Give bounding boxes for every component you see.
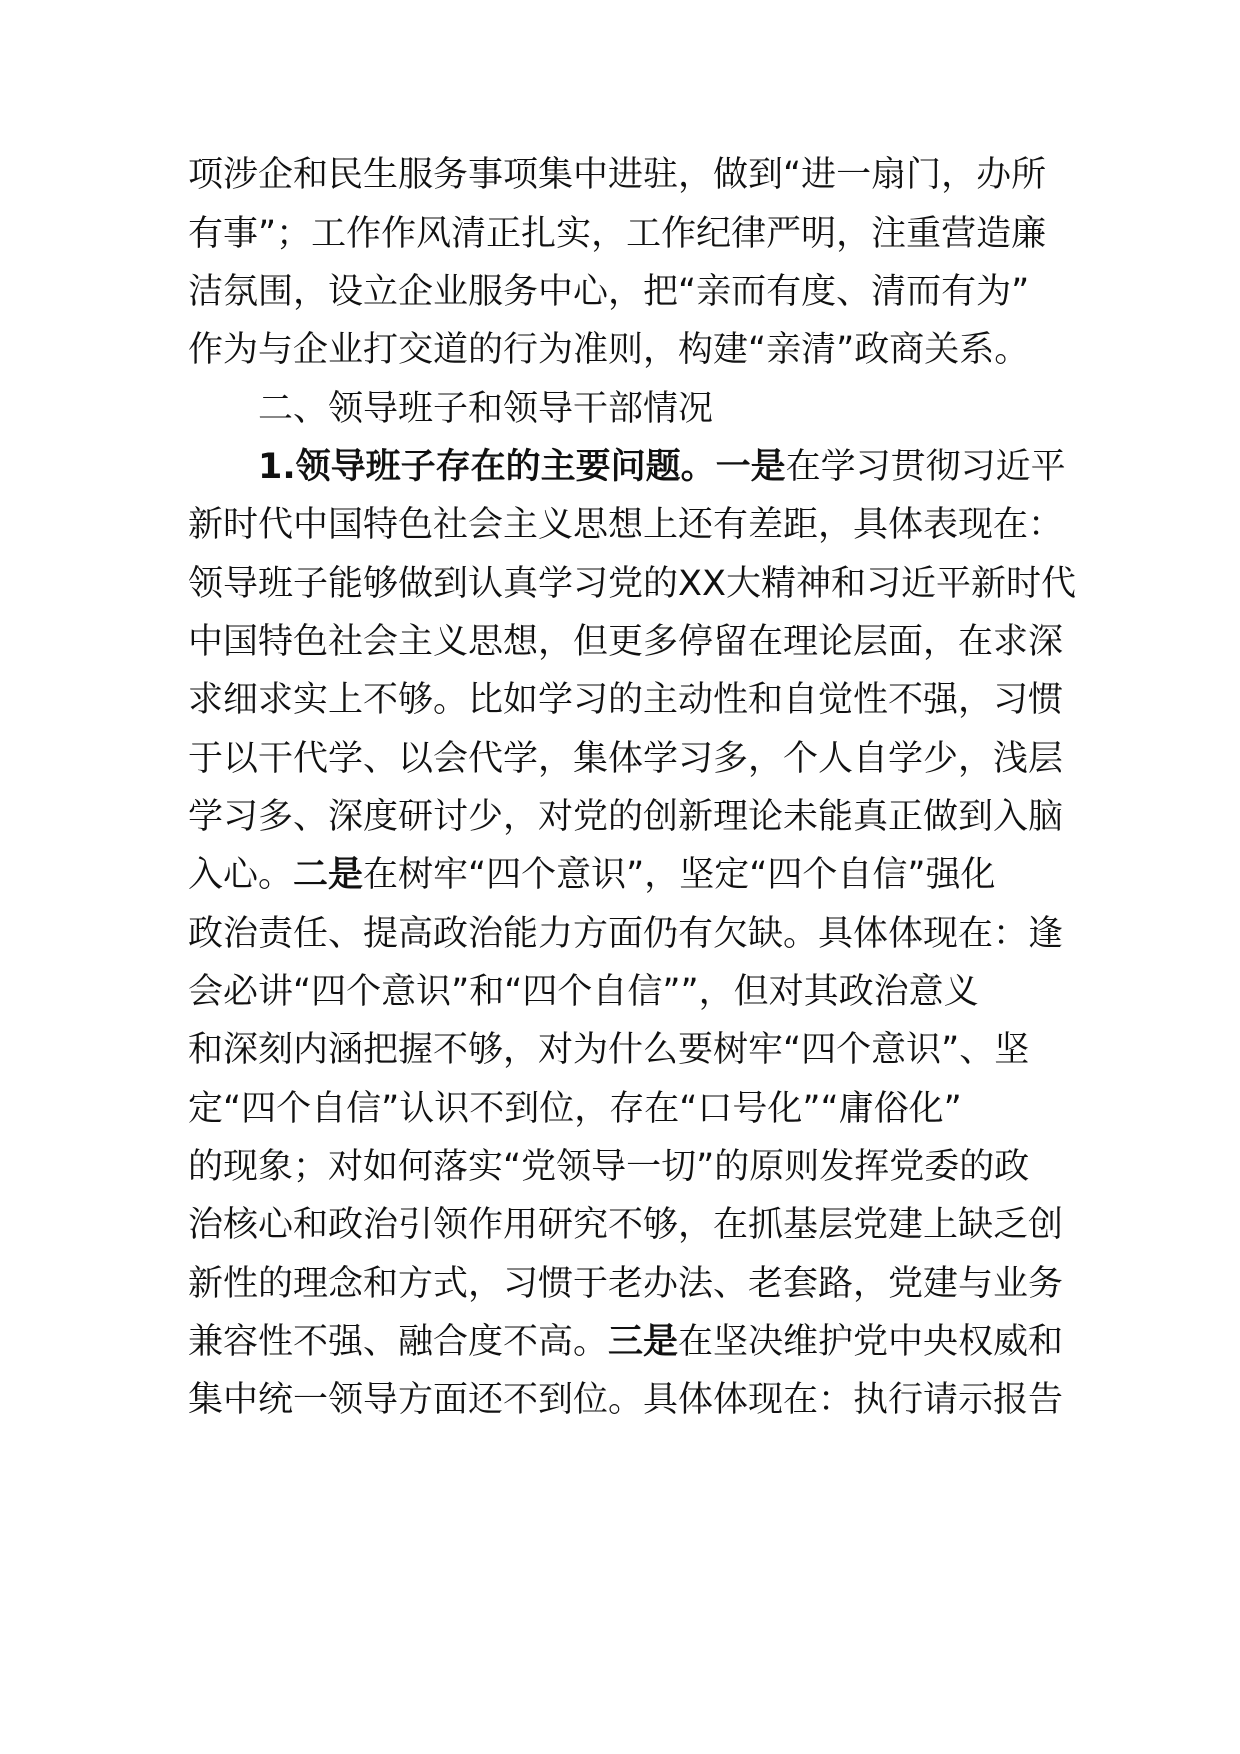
text-segment: 新时代中国特色社会主义思想上还有差距，具体表现在： [188,505,1064,545]
text-segment: 在树牢“四个意识”，坚定“四个自信”强化 [363,855,996,895]
bold-lead: 三是 [608,1322,679,1362]
text-line [188,500,1068,550]
text-line [188,209,1068,259]
text-segment: 的现象；对如何落实“党领导一切”的原则发挥党委的政 [188,1147,1030,1187]
text-line [188,1200,1068,1250]
text-segment: 洁氛围，设立企业服务中心，把“亲而有度、清而有为” [188,272,1030,312]
text-segment: 政治责任、提高政治能力方面仍有欠缺。具体体现在：逢 [188,914,1064,954]
text-line [188,1025,1068,1075]
text-line [188,150,1068,200]
text-segment: 新性的理念和方式，习惯于老办法、老套路，党建与业务 [188,1264,1064,1304]
text-segment: 中国特色社会主义思想，但更多停留在理论层面，在求深 [188,622,1064,662]
text-line [188,1142,1068,1192]
text-segment: 项涉企和民生服务事项集中进驻，做到“进一扇门，办所 [188,155,1047,195]
text-line [188,909,1068,959]
text-line [188,617,1068,667]
text-line [188,1317,1068,1367]
text-segment: 有事”；工作作风清正扎实，工作纪律严明，注重营造廉 [188,214,1047,254]
text-segment: 求细求实上不够。比如学习的主动性和自觉性不强，习惯 [188,680,1064,720]
text-line [188,325,1068,375]
text-segment: 集中统一领导方面还不到位。具体体现在：执行请示报告 [188,1380,1064,1420]
bold-lead: 1.领导班子存在的主要问题。一是 [258,447,786,487]
text-line [188,967,1068,1017]
text-segment: 在坚决维护党中央权威和 [678,1322,1064,1362]
text-segment: 二、领导班子和领导干部情况 [258,389,714,429]
text-line [188,1259,1068,1309]
text-segment: 治核心和政治引领作用研究不够，在抓基层党建上缺乏创 [188,1205,1064,1245]
text-segment: 领导班子能够做到认真学习党的XX大精神和习近平新时代 [188,564,1076,604]
text-segment: 入心。 [188,855,294,895]
text-segment: 定“四个自信”认识不到位，存在“口号化”“庸俗化” [188,1089,962,1129]
text-segment: 会必讲“四个意识”和“四个自信””，但对其政治意义 [188,972,979,1012]
text-segment: 和深刻内涵把握不够，对为什么要树牢“四个意识”、坚 [188,1030,1030,1070]
text-line [188,792,1068,842]
text-segment: 作为与企业打交道的行为准则，构建“亲清”政商关系。 [188,330,1030,370]
text-line [188,1375,1068,1425]
text-line [188,1084,1068,1134]
text-line [188,267,1068,317]
section-heading [258,384,1138,434]
text-line [188,850,1068,900]
text-line [258,442,1138,492]
text-line [188,734,1068,784]
bold-lead: 二是 [293,855,364,895]
text-segment: 于以干代学、以会代学，集体学习多，个人自学少，浅层 [188,739,1064,779]
text-segment: 学习多、深度研讨少，对党的创新理论未能真正做到入脑 [188,797,1064,837]
text-segment: 兼容性不强、融合度不高。 [188,1322,609,1362]
text-line [188,559,1076,609]
text-segment: 在学习贯彻习近平 [785,447,1066,487]
text-line [188,675,1068,725]
